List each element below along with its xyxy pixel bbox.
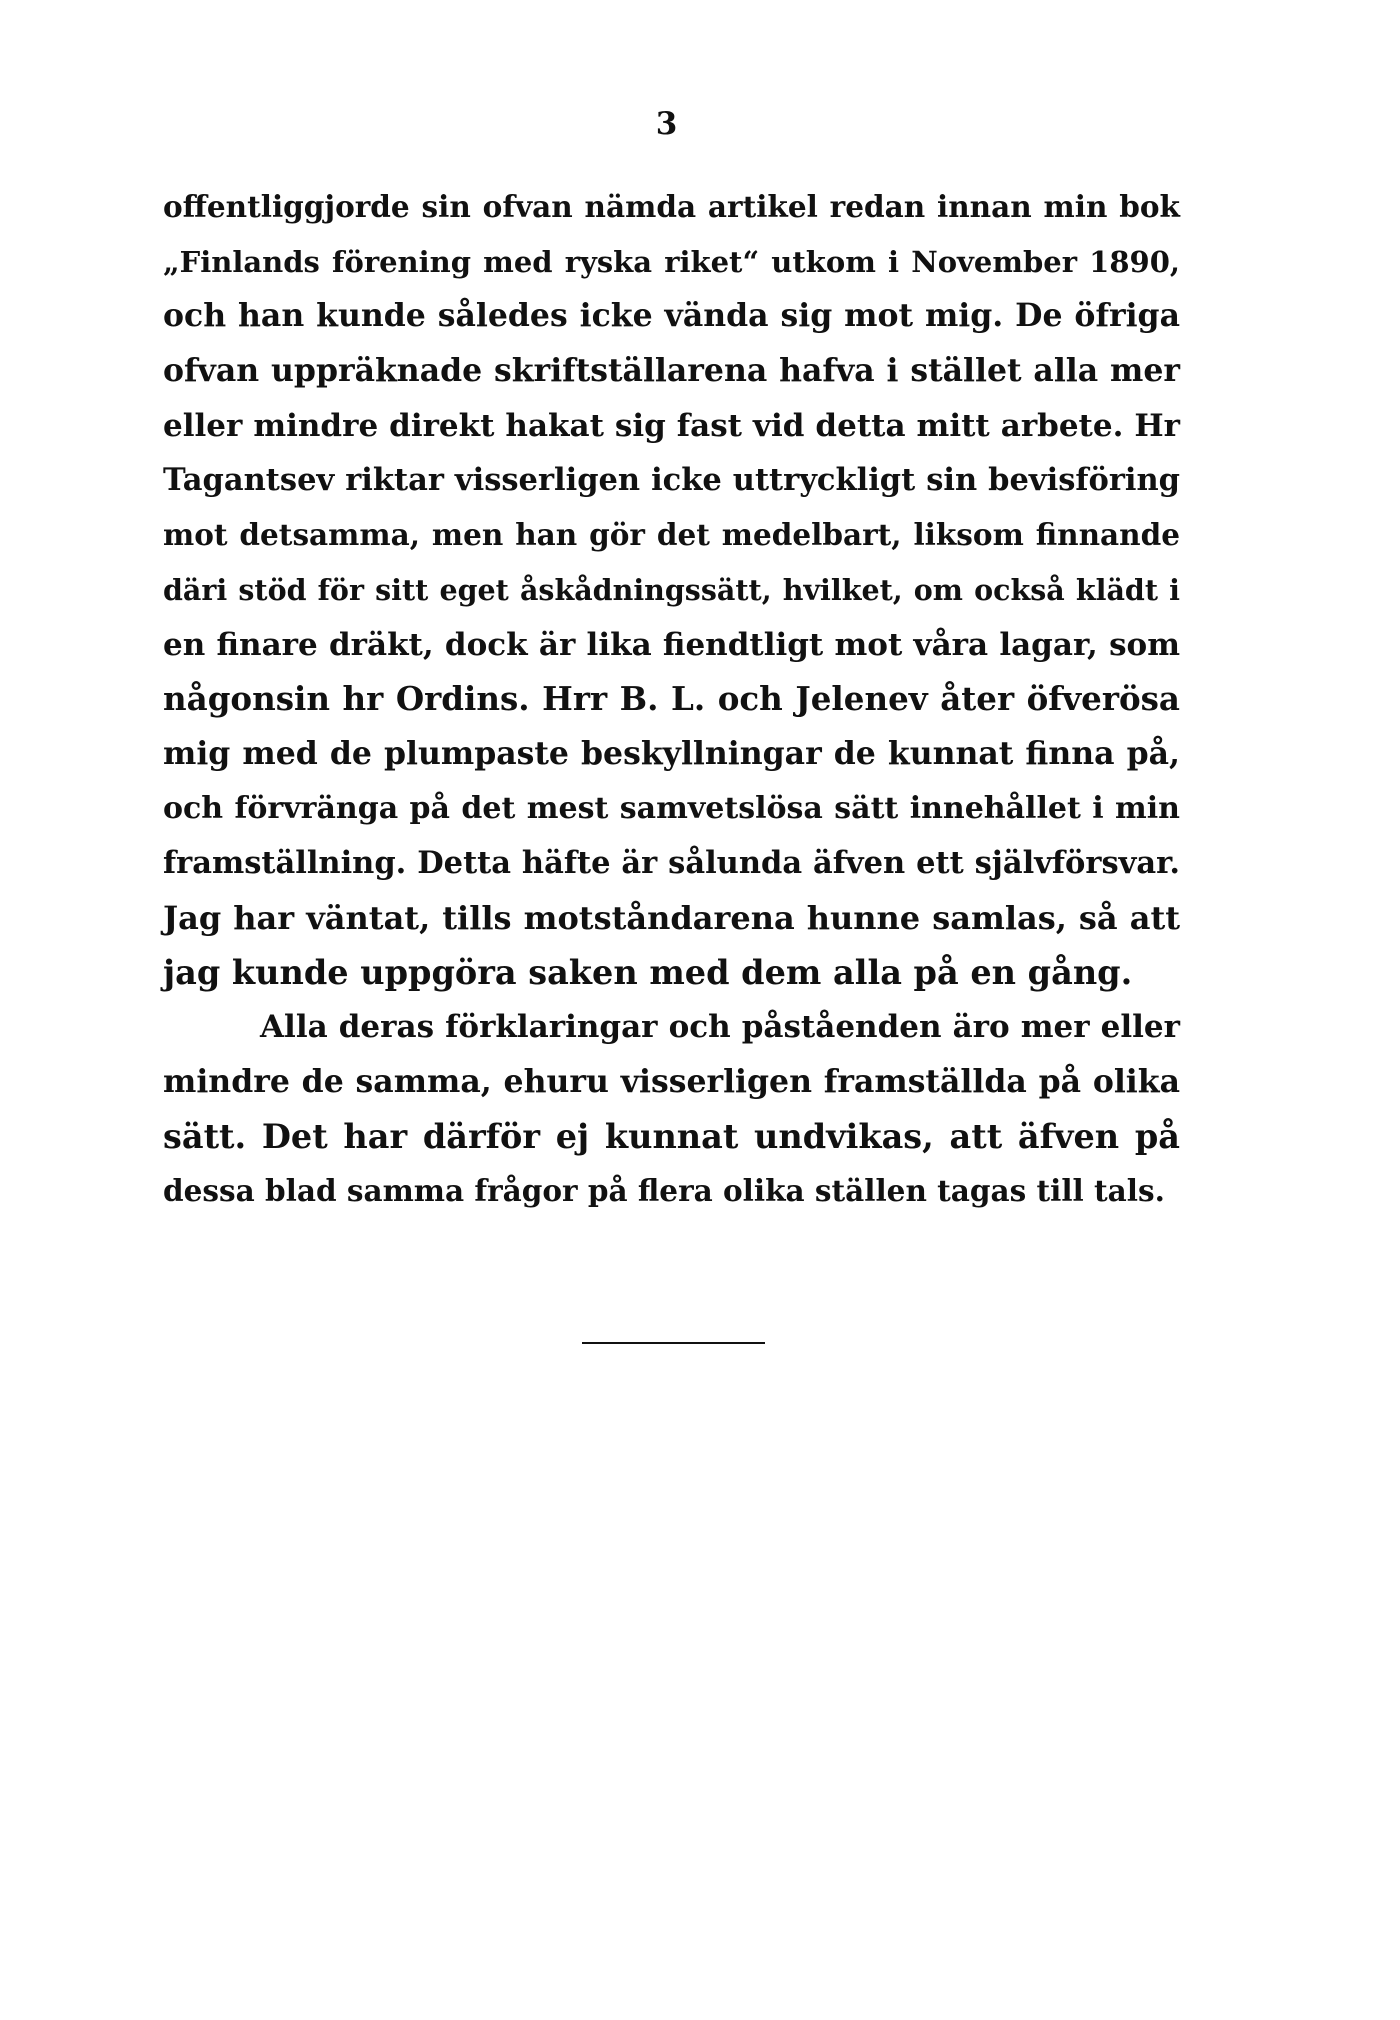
- text-line: och förvränga på det mest samvetslösa sätt innehållet i min: [163, 790, 1180, 826]
- text-line: Tagantsev riktar visserligen icke uttryckligt sin bevisföring: [163, 462, 1180, 499]
- text-line: jag kunde uppgöra saken med dem alla på en gång.: [163, 952, 1133, 992]
- text-line: dessa blad samma frågor på flera olika ställen tagas till tals.: [163, 1173, 1165, 1209]
- text-line: sätt. Det har därför ej kunnat undvikas, att äfven på: [163, 1116, 1180, 1156]
- text-line: mindre de samma, ehuru visserligen framställda på olika: [163, 1063, 1180, 1100]
- text-line: en finare dräkt, dock är lika fiendtligt mot våra lagar, som: [163, 626, 1180, 663]
- paragraph-2: [163, 1000, 1180, 1219]
- text-line: däri stöd för sitt eget åskådningssätt, hvilket, om också klädt i: [163, 572, 1180, 607]
- end-rule: [582, 1342, 765, 1344]
- text-line: mig med de plumpaste beskyllningar de kunnat finna på,: [163, 734, 1180, 772]
- text-line: ofvan uppräknade skriftställarena hafva i stället alla mer: [163, 352, 1180, 390]
- text-line: eller mindre direkt hakat sig fast vid detta mitt arbete. Hr: [163, 407, 1180, 444]
- page-number: 3: [655, 106, 678, 142]
- text-line: offentliggjorde sin ofvan nämda artikel redan innan min bok: [163, 189, 1180, 224]
- text-line: „Finlands förening med ryska riket“ utkom i November 1890,: [163, 244, 1180, 279]
- text-line: framställning. Detta häfte är sålunda äfven ett självförsvar.: [163, 845, 1180, 882]
- text-line: Alla deras förklaringar och påståenden äro mer eller: [260, 1009, 1180, 1046]
- text-line: någonsin hr Ordins. Hrr B. L. och Jelenev åter öfverösa: [163, 679, 1180, 719]
- paragraph-1: [163, 180, 1180, 1000]
- text-line: mot detsamma, men han gör det medelbart, liksom finnande: [163, 517, 1180, 553]
- body-text: [163, 180, 1180, 1219]
- text-line: och han kunde således icke vända sig mot mig. De öfriga: [163, 297, 1180, 335]
- text-line: Jag har väntat, tills motståndarena hunne samlas, så att: [163, 898, 1180, 937]
